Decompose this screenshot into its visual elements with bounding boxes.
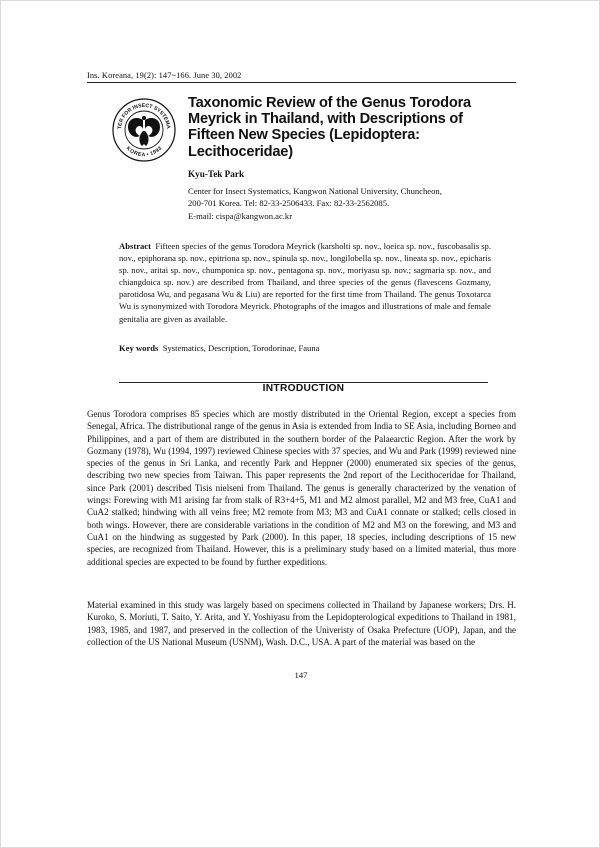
article-title: Taxonomic Review of the Genus Torodora Meyrick in Thailand, with Descriptions of Fifteen New Species (Lepidoptera: Lecithoceridae)	[188, 95, 471, 160]
keywords	[119, 343, 491, 353]
body-paragraph: Material examined in this study was largely based on specimens collected in Thailand by Japanese workers; Drs. H. Kuroko, S. Moriuti, T. Saito, Y. Arita, and Y. Yoshiyasu from the Lepidopterological expeditions to Thailand in 1981, 1983, 1985, and 1987, and preserved in the collection of the Univeristy of Osaka Prefecture (UOP), Japan, and the collection of the US National Museum (USNM), Wash. D.C., USA. A part of the material was based on the	[87, 600, 516, 647]
abstract	[119, 240, 491, 325]
affiliation-line: Center for Insect Systematics, Kangwon National University, Chuncheon,	[188, 186, 442, 196]
abstract-text: Fifteen species of the genus Torodora Meyrick (karsholti sp. nov., loeica sp. nov., fuscobasalis sp. nov., epiphorana sp. nov., epitriona sp. nov., spinula sp. nov., longilobella sp. nov., lineata sp. nov., epicharis sp. nov., aritai sp. nov., chumponica sp. nov., pentagona sp. nov., moriyasu sp. nov.; sagmaria sp. nov., and chiangdoica sp. nov.) are described from Thailand, and three species of the genus (flavescens Gozmany, parotidosa Wu, and pegasana Wu & Liu) are reported for the first time from Thailand. The genus Toxotarca Wu is synonymized with Torodora Meyrick. Photographs of the imagos and illustrations of male and female genitalia are given as available.	[119, 241, 491, 324]
logo-top-text: TER FOR INSECT SYSTEMA	[116, 102, 171, 130]
author-affiliation	[188, 185, 508, 222]
institute-logo	[112, 98, 176, 162]
keywords-text: Systematics, Description, Torodorinae, Fauna	[162, 343, 320, 353]
keywords-label: Key words	[119, 343, 159, 353]
affiliation-email: E-mail: cispa@kangwon.ac.kr	[188, 210, 293, 221]
logo-bottom-text: KOREA • 1993	[124, 145, 164, 159]
svg-text:KOREA • 1993	[125, 145, 163, 158]
body-paragraph: Genus Torodora comprises 85 species which are mostly distributed in the Oriental Region, except a species from Senegal, Africa. The distributional range of the genus in Asia is extended from India to SE Asia, including Borneo and Philippines, and a part of them are distributed in the southern border of the Palaearctic Region. After the work by Gozmany (1978), Wu (1994, 1997) reviewed Chinese species with 37 species, and Wu and Park (1999) reviewed nine species of the genus in Sri Lanka, and recently Park and Heppner (2000) enumerated six species of the genus, describing two new species from Taiwan. This paper represents the 2nd report of the Lecithoceridae for Thailand, since Park (2001) described Tisis nielseni from Thailand. The genus is generally characterized by the venation of wings: Forewing with M1 arising far from stalk of R3+4+5, M1 and M2 almost parallel, M2 and M3 free, CuA1 and CuA2 stalked; hindwing with all veins free; M2 remote from M3; M3 and CuA1 connate or stalked; cells closed in both wings. However, there are considerable variations in the condition of M2 and M3 on the forewing, and M3 and CuA1 on the hindwing as suggested by Park (2000). In this paper, 18 species, including descriptions of 15 new species, are recognized from Thailand. However, this is a preliminary study based on a limited material, thus more additional species are expected to be found by further expeditions.	[87, 409, 516, 567]
abstract-label: Abstract	[119, 241, 151, 251]
affiliation-line: 200-701 Korea. Tel: 82-33-2506433. Fax: 82-33-2562085.	[188, 198, 390, 209]
author-name: Kyu-Tek Park	[188, 169, 245, 179]
page-number: 147	[294, 670, 308, 680]
running-head: Ins. Koreana, 19(2): 147~166. June 30, 2002	[87, 71, 242, 80]
header-rule	[87, 82, 516, 83]
section-title: INTRODUCTION	[262, 383, 345, 394]
